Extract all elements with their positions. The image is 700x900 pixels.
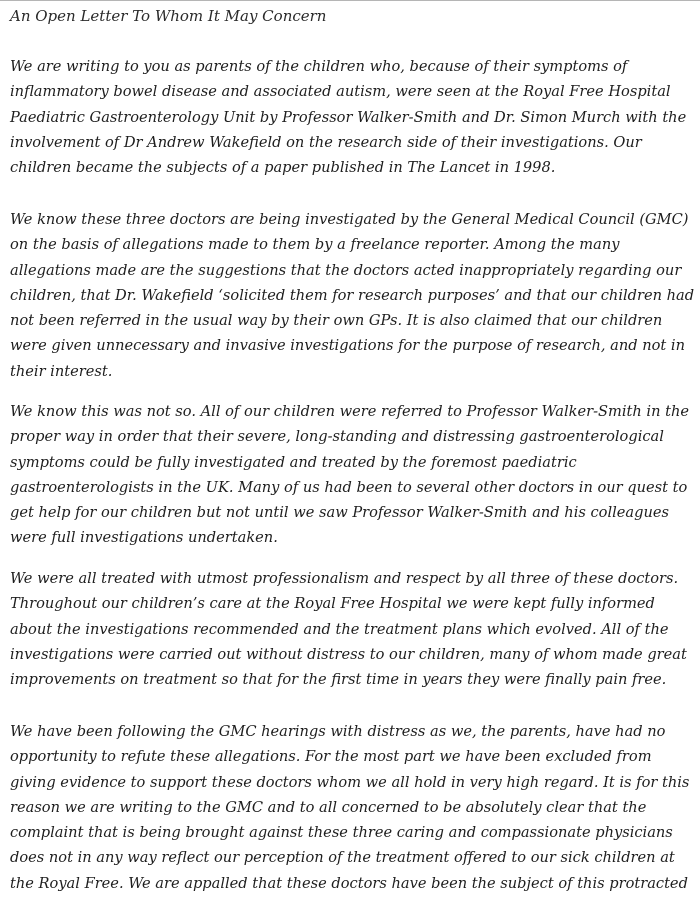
letter-title: An Open Letter To Whom It May Concern bbox=[10, 7, 327, 25]
letter-paragraph-5: We have been following the GMC hearings with distress as we, the parents, have had no opportunity to refute these allegations. For the most part we have been excluded from giving evidence to support these doctors whom we all hold in very high regard. It is for this reason we are writing to the GMC and to all concerned to be absolutely clear that the complaint that is being brought against these three caring and compassionate physicians does not in any way reflect our perception of the treatment offered to our sick children at the Royal Free. We are appalled that these doctors have been the subject of this protracted bbox=[10, 723, 690, 892]
letter-paragraph-2: We know these three doctors are being investigated by the General Medical Council (GMC) on the basis of allegations made to them by a freelance reporter. Among the many allegations made are the suggestions that the doctors acted inappropriately regarding our children, that Dr. Wakefield ‘solicited them for research purposes’ and that our children had not been referred in the usual way by their own GPs. It is also claimed that our children were given unnecessary and invasive investigations for the purpose of research, and not in their interest. bbox=[10, 211, 695, 380]
letter-paragraph-1: We are writing to you as parents of the children who, because of their symptoms of inflammatory bowel disease and associated autism, were seen at the Royal Free Hospital Paediatric Gastroenterology Unit by Professor Walker-Smith and Dr. Simon Murch with the involvement of Dr Andrew Wakefield on the research side of their investigations. Our children became the subjects of a paper published in The Lancet in 1998. bbox=[10, 58, 687, 177]
letter-paragraph-4: We were all treated with utmost professionalism and respect by all three of these doctors. Throughout our children’s care at the Royal Free Hospital we were kept fully informed about the investigations recommended and the treatment plans which evolved. All of the investigations were carried out without distress to our children, many of whom made great improvements on treatment so that for the first time in years they were finally pain free. bbox=[10, 570, 687, 689]
letter-paragraph-3: We know this was not so. All of our children were referred to Professor Walker-Smith in the proper way in order that their severe, long-standing and distressing gastroenterological symptoms could be fully investigated and treated by the foremost paediatric gastroenterologists in the UK. Many of us had been to several other doctors in our quest to get help for our children but not until we saw Professor Walker-Smith and his colleagues were full investigations undertaken. bbox=[10, 403, 690, 547]
